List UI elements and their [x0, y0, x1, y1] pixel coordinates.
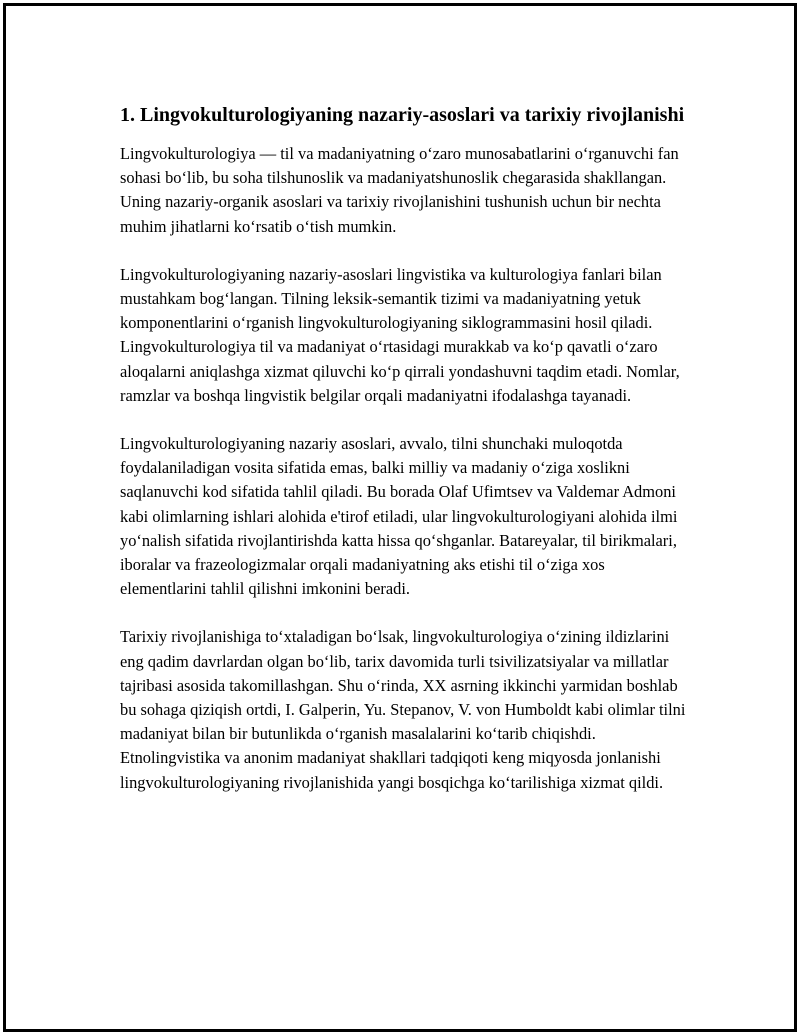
paragraph-2: Lingvokulturologiyaning nazariy-asoslari lingvistika va kulturologiya fanlari bilan mustahkam bog‘langan. Tilning leksik-semantik tizimi va madaniyatning yetuk komponentlarini o‘rganish lingvokulturologiyaning siklogrammasini hosil qiladi. Lingvokulturologiya til va madaniyat o‘rtasidagi murakkab va ko‘p qavatli o‘zaro aloqalarni aniqlashga xizmat qiluvchi ko‘p qirrali yondashuvni taqdim etadi. Nomlar, ramzlar va boshqa lingvistik belgilar orqali madaniyatni ifodalashga tayanadi. [120, 264, 680, 405]
page-border [3, 3, 797, 1032]
document-body [120, 101, 695, 819]
paragraph-1: Lingvokulturologiya — til va madaniyatning o‘zaro munosabatlarini o‘rganuvchi fan sohasi bo‘lib, bu soha tilshunoslik va madaniyatshunoslik chegarasida shakllangan. Uning nazariy-organik asoslari va tarixiy rivojlanishini tushunish uchun bir nechta muhim jihatlarni ko‘rsatib o‘tish mumkin. [120, 144, 679, 236]
paragraph-3: Lingvokulturologiyaning nazariy asoslari, avvalo, tilni shunchaki muloqotda foydalaniladigan vosita sifatida emas, balki milliy va madaniy o‘ziga xoslikni saqlanuvchi kod sifatida tahlil qiladi. Bu borada Olaf Ufimtsev va Valdemar Admoni kabi olimlarning ishlari alohida e'tirof etiladi, ular lingvokulturologiyani alohida ilmi yo‘nalish sifatida rivojlantirishda katta hissa qo‘shganlar. Batareyalar, til birikmalari, iboralar va frazeologizmalar orqali madaniyatning aks etishi til o‘ziga xos elementlarini tahlil qilishni imkonini beradi. [120, 434, 678, 599]
paragraph-4: Tarixiy rivojlanishiga to‘xtaladigan bo‘lsak, lingvokulturologiya o‘zining ildizlarini eng qadim davrlardan olgan bo‘lib, tarix davomida turli tsivilizatsiyalar va millatlar tajribasi asosida takomillashgan. Shu o‘rinda, XX asrning ikkinchi yarmidan boshlab bu sohaga qiziqish ortdi, I. Galperin, Yu. Stepanov, V. von Humboldt kabi olimlar tilni madaniyat bilan bir butunlikda o‘rganish masalalarini ko‘tarib chiqishdi. Etnolingvistika va anonim madaniyat shakllari tadqiqoti keng miqyosda jonlanishi lingvokulturologiyaning rivojlanishida yangi bosqichga ko‘tarilishiga xizmat qildi. [120, 627, 686, 792]
section-heading: 1. Lingvokulturologiyaning nazariy-asoslari va tarixiy rivojlanishi [120, 104, 685, 126]
